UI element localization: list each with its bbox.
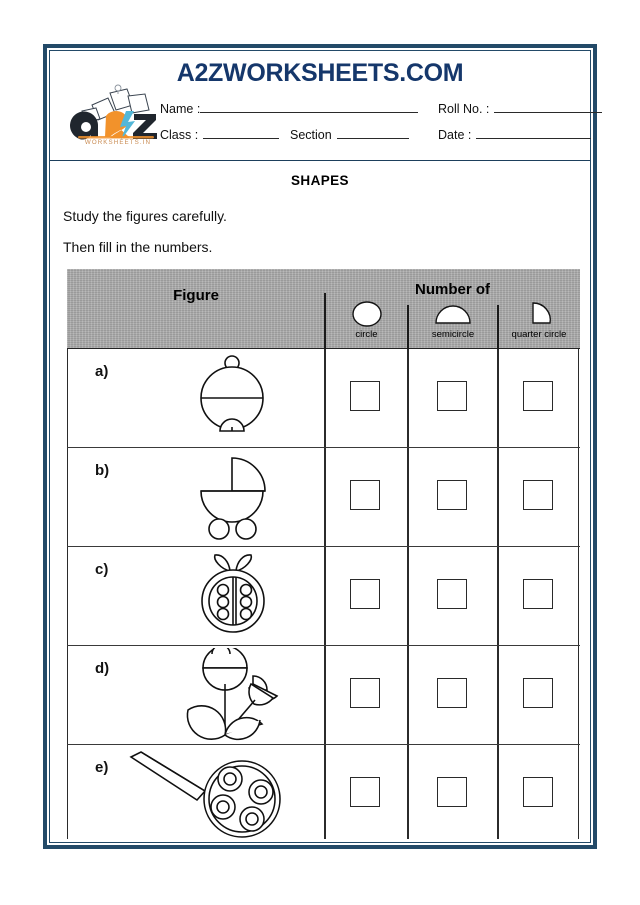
instruction-line-2: Then fill in the numbers.	[63, 239, 213, 255]
shapes-table	[67, 269, 580, 839]
table-row	[67, 646, 580, 744]
row-letter-c: c)	[95, 561, 109, 578]
answer-box-semicircle[interactable]	[437, 678, 467, 708]
header-field-row-name	[160, 100, 580, 122]
column-header-semicircle	[408, 299, 498, 347]
covered-bowl-figure	[157, 351, 307, 445]
worksheet-page	[43, 44, 597, 849]
row-letter-e: e)	[95, 759, 109, 776]
date-field[interactable]	[438, 126, 591, 142]
answer-box-quarter-circle[interactable]	[523, 777, 553, 807]
table-row	[67, 448, 580, 546]
instruction-line-1: Study the figures carefully.	[63, 208, 227, 224]
column-header-figure: Figure	[173, 287, 219, 304]
quarter-circle-icon	[498, 299, 580, 327]
name-input-rule[interactable]	[200, 100, 418, 113]
answer-box-quarter-circle[interactable]	[523, 579, 553, 609]
answer-box-semicircle[interactable]	[437, 579, 467, 609]
flower-figure	[157, 648, 307, 742]
section-label: Section	[290, 128, 332, 142]
row-letter-d: d)	[95, 660, 110, 677]
table-row	[67, 547, 580, 645]
worksheet-page-inner-border	[49, 50, 591, 843]
name-label: Name :	[160, 102, 201, 116]
answer-box-semicircle[interactable]	[437, 480, 467, 510]
answer-box-semicircle[interactable]	[437, 777, 467, 807]
section-field[interactable]	[290, 126, 409, 142]
header-separator-3	[497, 305, 499, 349]
answer-box-circle[interactable]	[350, 777, 380, 807]
column-header-number-of: Number of	[415, 281, 490, 298]
class-input-rule[interactable]	[203, 126, 279, 139]
circle-label: circle	[355, 329, 378, 340]
row-letter-b: b)	[95, 462, 110, 479]
answer-box-circle[interactable]	[350, 480, 380, 510]
worksheet-header	[50, 51, 590, 161]
column-header-circle	[325, 299, 408, 347]
class-field[interactable]	[160, 126, 279, 142]
answer-box-quarter-circle[interactable]	[523, 678, 553, 708]
frying-pan-figure	[127, 747, 277, 841]
table-header-row	[67, 269, 580, 349]
quarter-circle-label: quarter circle	[511, 329, 567, 340]
fruit-with-seeds-figure	[157, 549, 307, 643]
header-field-row-class	[160, 126, 580, 148]
header-separator-1	[324, 293, 326, 349]
header-separator-2	[407, 305, 409, 349]
a2z-worksheets-logo	[66, 83, 170, 145]
baby-pram-figure	[157, 450, 307, 544]
roll-no-field[interactable]	[438, 100, 602, 116]
answer-box-circle[interactable]	[350, 579, 380, 609]
page-title: SHAPES	[291, 173, 349, 188]
answer-box-quarter-circle[interactable]	[523, 381, 553, 411]
name-field[interactable]	[160, 100, 418, 116]
answer-box-semicircle[interactable]	[437, 381, 467, 411]
semicircle-icon	[408, 299, 498, 327]
site-title: A2ZWORKSHEETS.COM	[176, 59, 464, 87]
table-row	[67, 745, 580, 843]
column-header-quarter-circle	[498, 299, 580, 347]
svg-text:WORKSHEETS.IN: WORKSHEETS.IN	[84, 139, 152, 145]
row-letter-a: a)	[95, 363, 109, 380]
class-label: Class :	[160, 128, 199, 142]
circle-icon	[325, 299, 408, 327]
table-row	[67, 349, 580, 447]
roll-no-label: Roll No. :	[438, 102, 490, 116]
roll-no-input-rule[interactable]	[494, 100, 602, 113]
answer-box-circle[interactable]	[350, 381, 380, 411]
date-label: Date :	[438, 128, 472, 142]
answer-box-circle[interactable]	[350, 678, 380, 708]
date-input-rule[interactable]	[476, 126, 591, 139]
semicircle-label: semicircle	[431, 329, 475, 340]
answer-box-quarter-circle[interactable]	[523, 480, 553, 510]
section-input-rule[interactable]	[337, 126, 409, 139]
